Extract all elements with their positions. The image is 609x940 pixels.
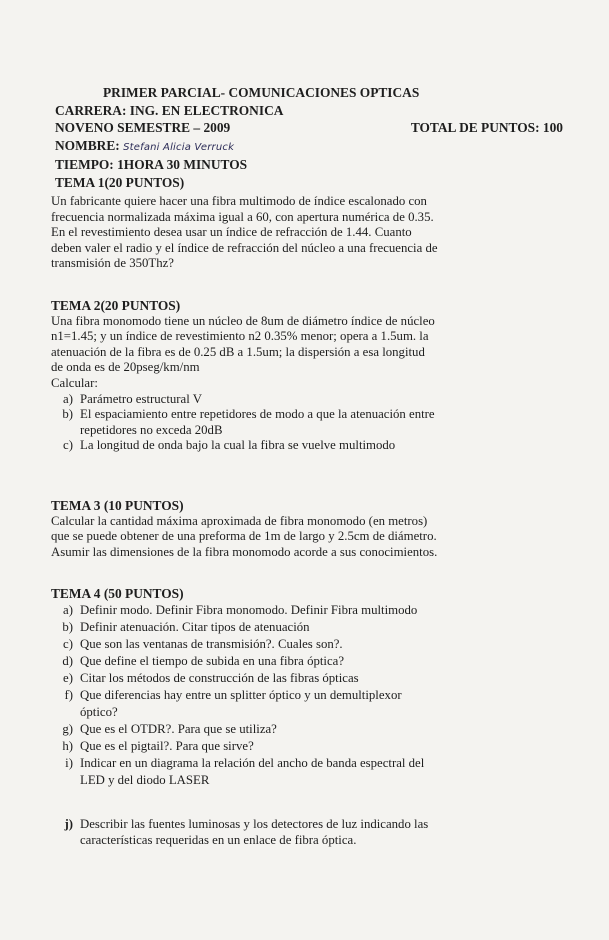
tema3-title: TEMA 3 (10 PUNTOS): [51, 498, 184, 513]
semestre-line: NOVENO SEMESTRE – 2009: [55, 120, 231, 136]
exam-header: [55, 84, 575, 192]
item-label: g): [62, 721, 73, 736]
item-text: óptico?: [80, 704, 118, 719]
tema2-section: [51, 298, 573, 454]
list-item: [55, 602, 573, 619]
item-label: b): [62, 407, 73, 422]
tema1-line: Un fabricante quiere hacer una fibra multimodo de índice escalonado con: [51, 194, 427, 208]
nombre-label: NOMBRE:: [55, 137, 120, 153]
item-label: c): [63, 636, 73, 651]
item-text: Describir las fuentes luminosas y los detectores de luz indicando las: [80, 817, 429, 831]
item-text: características requeridas en un enlace de fibra óptica.: [80, 832, 357, 847]
tema2-line: Una fibra monomodo tiene un núcleo de 8um de diámetro índice de núcleo: [51, 313, 435, 328]
item-label: c): [63, 438, 73, 453]
tema1-line: deben valer el radio y el índice de refracción del núcleo a una frecuencia de: [51, 240, 438, 255]
tema4-section: [51, 586, 573, 789]
list-item: [55, 721, 573, 738]
item-text: Definir atenuación. Citar tipos de atenuación: [80, 619, 310, 634]
item-text: Indicar en un diagrama la relación del ancho de banda espectral del: [80, 755, 425, 770]
item-label: a): [63, 602, 73, 617]
tiempo-line: TIEMPO: 1HORA 30 MINUTOS: [55, 157, 248, 173]
tema3-line: Calcular la cantidad máxima aproximada de fibra monomodo (en metros): [51, 513, 428, 528]
item-text: Que son las ventanas de transmisión?. Cuales son?.: [80, 636, 343, 651]
semestre-row: [55, 119, 575, 137]
tema4-item-j: [51, 817, 573, 848]
tema2-line: n1=1.45; y un índice de revestimiento n2 0.35% menor; opera a 1.5um. la: [51, 329, 429, 344]
list-item: [55, 636, 573, 653]
tema2-list: [51, 392, 573, 454]
item-text: Que es el OTDR?. Para que se utiliza?: [80, 721, 277, 736]
list-item: [55, 438, 573, 454]
item-label: h): [62, 738, 73, 753]
tema4-list: [51, 602, 573, 789]
tema2-line: de onda es de 20pseg/km/nm: [51, 360, 200, 375]
list-item: [55, 619, 573, 636]
tema3-section: [51, 498, 573, 560]
item-label: j): [64, 817, 73, 831]
list-item: [55, 755, 573, 789]
list-item: [55, 687, 573, 721]
item-text: Que define el tiempo de subida en una fibra óptica?: [80, 653, 345, 668]
nombre-handwritten: Stefani Alicia Verruck: [123, 141, 235, 153]
list-item: [55, 738, 573, 755]
item-text: El espaciamiento entre repetidores de modo a que la atenuación entre: [80, 407, 435, 422]
tema3-line: que se puede obtener de una preforma de 1m de largo y 2.5cm de diámetro.: [51, 529, 437, 544]
total-points: TOTAL DE PUNTOS: 100: [410, 120, 563, 136]
tema4-title: TEMA 4 (50 PUNTOS): [51, 586, 184, 601]
tema1-title: TEMA 1(20 PUNTOS): [55, 174, 185, 190]
item-text: Parámetro estructural V: [80, 391, 203, 406]
exam-title: PRIMER PARCIAL- COMUNICACIONES OPTICAS: [103, 85, 420, 100]
list-item: [55, 392, 573, 408]
item-text: Citar los métodos de construcción de las fibras ópticas: [80, 670, 359, 685]
item-text: Que es el pigtail?. Para que sirve?: [80, 738, 254, 753]
carrera-line: CARRERA: ING. EN ELECTRONICA: [55, 102, 284, 118]
tema1-line: frecuencia normalizada máxima igual a 60, con apertura numérica de 0.35.: [51, 209, 434, 224]
tema1-line: transmisión de 350Thz?: [51, 256, 174, 271]
tema2-line: atenuación de la fibra es de 0.25 dB a 1.5um; la dispersión a esa longitud: [51, 344, 425, 359]
item-text: LED y del diodo LASER: [80, 772, 210, 787]
tema1-line: En el revestimiento desea usar un índice de refracción de 1.44. Cuanto: [51, 225, 412, 240]
list-item: [55, 670, 573, 687]
item-label: f): [64, 687, 73, 702]
tema3-line: Asumir las dimensiones de la fibra monomodo acorde a sus conocimientos.: [51, 544, 438, 559]
item-text: Que diferencias hay entre un splitter óptico y un demultiplexor: [80, 687, 402, 702]
item-label: i): [65, 755, 73, 770]
tema1-body: [51, 194, 573, 272]
list-item: [55, 653, 573, 670]
tema2-line: Calcular:: [51, 375, 98, 390]
item-label: b): [62, 619, 73, 634]
item-text: La longitud de onda bajo la cual la fibra se vuelve multimodo: [80, 438, 396, 453]
list-item: [55, 407, 573, 438]
item-label: d): [62, 653, 73, 668]
item-text: repetidores no exceda 20dB: [80, 422, 223, 437]
item-text: Definir modo. Definir Fibra monomodo. Definir Fibra multimodo: [80, 602, 418, 617]
item-label: e): [63, 670, 73, 685]
tema2-title: TEMA 2(20 PUNTOS): [51, 298, 181, 313]
item-label: a): [63, 391, 73, 406]
nombre-line: [55, 137, 575, 157]
list-item: [55, 817, 573, 848]
